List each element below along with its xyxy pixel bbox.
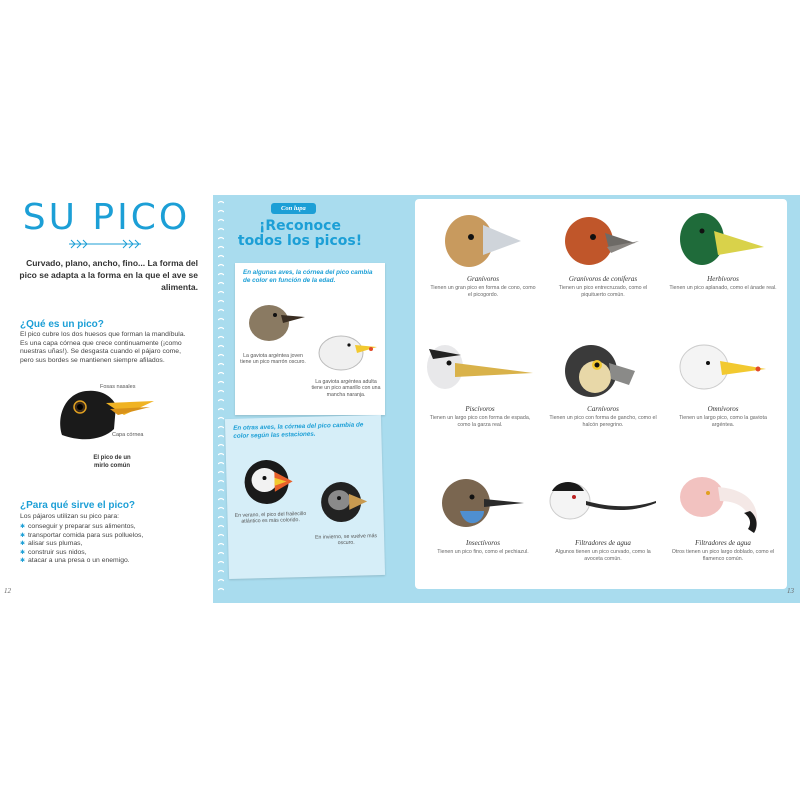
bird-type-desc: Tienen un pico con forma de gancho, como el halcón peregrino. <box>549 415 657 428</box>
spiral-loop <box>218 400 224 402</box>
star-icon: ✱ <box>20 524 26 530</box>
bird-type-desc: Otros tienen un pico largo doblado, como el flamenco común. <box>671 549 775 562</box>
bird-card <box>425 337 535 428</box>
summer-puffin-illustration <box>242 455 295 508</box>
bird-type-desc: Tienen un pico aplanado, como el ánade real. <box>669 285 777 291</box>
spiral-loop <box>218 454 224 456</box>
hawfinch-head-illustration <box>443 207 523 273</box>
spiral-loop <box>218 445 224 447</box>
spiral-binding <box>218 199 224 599</box>
figure-caption: El pico de un mirlo común <box>93 455 131 469</box>
spiral-loop <box>218 490 224 492</box>
card-header: En algunas aves, la córnea del pico cambia de color en función de la edad. <box>243 269 373 284</box>
spiral-loop <box>218 328 224 330</box>
spiral-loop <box>218 535 224 537</box>
list-item: ✱ alisar sus plumas, <box>20 540 83 548</box>
page-number-right: 13 <box>787 587 794 595</box>
bird-card <box>428 207 538 298</box>
list-item: ✱ atacar a una presa o un enemigo. <box>20 557 130 565</box>
spiral-loop <box>218 436 224 438</box>
adult-gull-illustration <box>315 327 379 373</box>
crossbill-head-illustration <box>563 207 643 273</box>
label-fosas: Fosas nasales <box>100 384 136 390</box>
spiral-loop <box>218 229 224 231</box>
card-header: En otras aves, la córnea del pico cambia de color según las estaciones. <box>233 421 364 440</box>
info-card-age <box>235 263 385 415</box>
ornament-divider <box>65 239 145 249</box>
star-icon: ✱ <box>20 558 26 565</box>
left-page <box>0 195 213 603</box>
spiral-loop <box>218 571 224 573</box>
spiral-loop <box>218 283 224 285</box>
spiral-loop <box>218 337 224 339</box>
bird-type-desc: Tienen un pico entrecruzado, como el piquituerto común. <box>558 285 648 298</box>
label-capa: Capa córnea <box>112 432 144 438</box>
question-intro-2: Los pájaros utilizan su pico para: <box>20 513 119 520</box>
spiral-loop <box>218 526 224 528</box>
star-icon: ✱ <box>20 549 26 556</box>
spiral-loop <box>218 463 224 465</box>
spiral-loop <box>218 373 224 375</box>
bird-type-name: Piscívoros <box>465 405 495 413</box>
spiral-loop <box>218 256 224 258</box>
spiral-loop <box>218 265 224 267</box>
list-item: ✱ construir sus nidos, <box>20 548 87 556</box>
bird-type-name: Insectívoros <box>466 539 500 547</box>
section-title <box>235 219 365 249</box>
spiral-loop <box>218 418 224 420</box>
bird-card <box>668 207 778 292</box>
bluethroat-head-illustration <box>438 471 528 537</box>
spiral-loop <box>218 310 224 312</box>
list-item: ✱ transportar comida para sus polluelos, <box>20 531 144 539</box>
flamingo-head-illustration <box>678 471 768 537</box>
bird-card <box>548 207 658 298</box>
bird-card <box>428 471 538 556</box>
bird-card <box>668 337 778 428</box>
spiral-loop <box>218 202 224 204</box>
spiral-loop <box>218 508 224 510</box>
spiral-loop <box>218 409 224 411</box>
bird-type-desc: Tienen un pico fino, como el pechiazul. <box>437 549 529 555</box>
bird-card <box>668 471 778 562</box>
list-item: ✱ conseguir y preparar sus alimentos, <box>20 523 136 530</box>
mallard-head-illustration <box>678 207 768 273</box>
beak-types-panel <box>415 199 787 589</box>
bird-type-name: Omnívoros <box>707 405 739 413</box>
spiral-loop <box>218 427 224 429</box>
bird-type-name: Herbívoros <box>707 275 739 283</box>
bird-type-name: Granívoros de coníferas <box>568 275 638 283</box>
section-title-line2: todos los picos! <box>237 233 363 249</box>
card-caption: En invierno, se vuelve más oscuro. <box>314 533 378 547</box>
page-number-left: 12 <box>4 587 11 595</box>
spiral-loop <box>218 382 224 384</box>
winter-puffin-illustration <box>319 477 372 524</box>
bird-card <box>548 337 658 428</box>
question-heading-2: ¿Para qué sirve el pico? <box>20 500 136 511</box>
spiral-loop <box>218 292 224 294</box>
herring-gull-head-illustration <box>678 337 768 403</box>
falcon-head-illustration <box>563 337 643 403</box>
bird-type-name: Carnívoros <box>587 405 619 413</box>
spiral-loop <box>218 553 224 555</box>
bird-type-name: Filtradores de agua <box>575 539 631 547</box>
card-caption: En verano, el pico del frailecillo atlántico es más colorido. <box>234 510 307 525</box>
spiral-loop <box>218 238 224 240</box>
star-icon: ✱ <box>20 532 26 539</box>
spiral-loop <box>218 499 224 501</box>
card-caption: La gaviota argéntea joven tiene un pico marrón oscuro. <box>240 353 306 366</box>
bird-type-desc: Tienen un largo pico, como la gaviota argéntea. <box>679 415 767 428</box>
uses-list <box>20 523 143 566</box>
spiral-loop <box>218 319 224 321</box>
spiral-loop <box>218 580 224 582</box>
spiral-loop <box>218 391 224 393</box>
con-lupa-badge: Con lupa <box>271 203 316 214</box>
right-page <box>213 195 800 603</box>
spiral-loop <box>218 220 224 222</box>
info-card-season <box>225 415 385 579</box>
section-title-line1: ¡Reconoce <box>259 218 341 234</box>
avocet-head-illustration <box>548 471 658 537</box>
bird-type-desc: Tienen un largo pico con forma de espada, como la garza real. <box>429 415 531 428</box>
question-heading-1: ¿Qué es un pico? <box>20 319 104 330</box>
spiral-loop <box>218 544 224 546</box>
book-spread <box>0 195 800 603</box>
spiral-loop <box>218 346 224 348</box>
spiral-loop <box>218 589 224 591</box>
card-caption: La gaviota argéntea adulta tiene un pico amarillo con una mancha naranja. <box>311 379 381 398</box>
bird-type-desc: Tienen un gran pico en forma de cono, como el picogordo. <box>430 285 536 298</box>
spiral-loop <box>218 355 224 357</box>
bird-type-desc: Algunos tienen un pico curvado, como la avoceta común. <box>555 549 651 562</box>
juvenile-gull-illustration <box>245 297 307 345</box>
star-icon: ✱ <box>20 541 26 548</box>
spiral-loop <box>218 472 224 474</box>
spiral-loop <box>218 517 224 519</box>
spiral-loop <box>218 562 224 564</box>
spiral-loop <box>218 274 224 276</box>
spiral-loop <box>218 247 224 249</box>
question-text-1: El pico cubre los dos huesos que forman la mandíbula. Es una capa córnea que crece continuamente (¡como nuestras uñas!). Se desgasta cuando el pájaro come, pero sus bordes se mantienen siempre afilados. <box>20 331 186 364</box>
heron-head-illustration <box>425 337 535 403</box>
spiral-loop <box>218 301 224 303</box>
page-title: SU PICO <box>22 197 191 238</box>
intro-text: Curvado, plano, ancho, fino... La forma del pico se adapta a la forma en la que el ave se alimenta. <box>19 258 198 292</box>
bird-type-name: Granívoros <box>466 275 500 283</box>
bird-type-name: Filtradores de agua <box>695 539 751 547</box>
spiral-loop <box>218 364 224 366</box>
spiral-loop <box>218 481 224 483</box>
spiral-loop <box>218 211 224 213</box>
bird-card <box>548 471 658 562</box>
